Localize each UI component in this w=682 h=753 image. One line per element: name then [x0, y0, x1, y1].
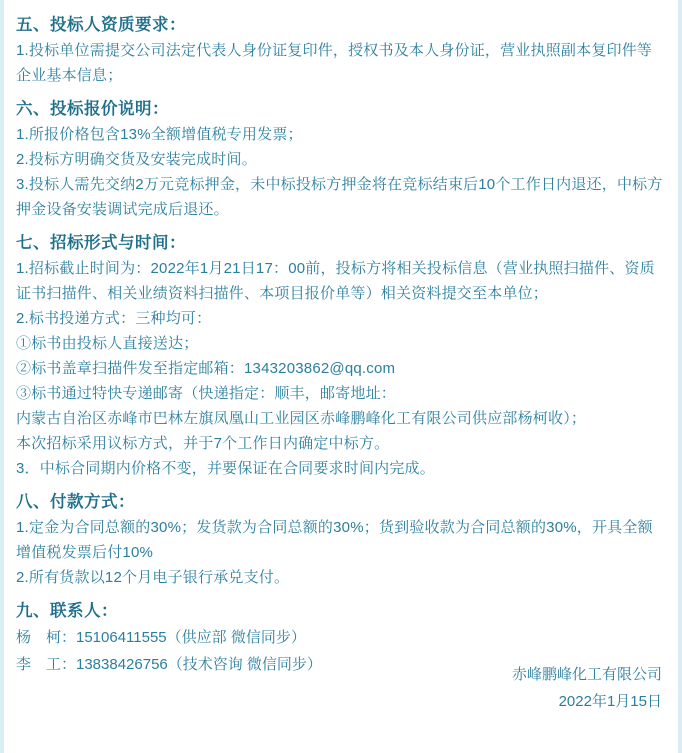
- signature-company: 赤峰鹏峰化工有限公司: [511, 666, 662, 683]
- paragraph: 1.定金为合同总额的30%；发货款为合同总额的30%；货到验收款为合同总额的30%，开具全额增值税发票后付10%: [16, 519, 653, 561]
- signature-block: [512, 661, 662, 715]
- section-heading: 五、投标人资质要求：: [16, 16, 186, 34]
- page-right-border: [678, 0, 682, 753]
- section-bidding-form-and-time: [16, 229, 666, 481]
- paragraph: 3．中标合同期内价格不变，并要保证在合同要求时间内完成。: [16, 460, 435, 477]
- contact-person-yang: 杨 柯：15106411555（供应部 微信同步）: [16, 629, 306, 646]
- paragraph: 本次招标采用议标方式，并于7个工作日内确定中标方。: [16, 435, 390, 452]
- paragraph: 1.投标单位需提交公司法定代表人身份证复印件，授权书及本人身份证，营业执照副本复印件等企业基本信息；: [16, 42, 653, 84]
- paragraph: ①标书由投标人直接送达；: [16, 335, 199, 352]
- paragraph: ③标书通过特快专递邮寄（快递指定：顺丰，邮寄地址：: [16, 385, 397, 402]
- paragraph-address: 内蒙古自治区赤峰市巴林左旗凤凰山工业园区赤峰鹏峰化工有限公司供应部杨柯收）；: [16, 410, 587, 427]
- section-heading: 八、付款方式：: [16, 493, 135, 511]
- section-bid-price-notes: [16, 95, 666, 222]
- signature-date: 2022年1月15日: [558, 693, 662, 710]
- section-qualification-requirements: [16, 11, 666, 88]
- section-heading: 六、投标报价说明：: [16, 100, 169, 118]
- paragraph: 3.投标人需先交纳2万元竞标押金，未中标投标方押金将在竞标结束后10个工作日内退还，中标方押金设备安装调试完成后退还。: [16, 176, 663, 218]
- section-heading: 七、招标形式与时间：: [16, 234, 186, 252]
- contact-person-li: 李 工：13838426756（技术咨询 微信同步）: [16, 656, 322, 673]
- page-left-border: [0, 0, 4, 753]
- paragraph-email: ②标书盖章扫描件发至指定邮箱：1343203862@qq.com: [16, 360, 396, 377]
- section-heading: 九、联系人：: [16, 602, 118, 620]
- paragraph: 1.招标截止时间为：2022年1月21日17：00前，投标方将相关投标信息（营业执照扫描件、资质证书扫描件、相关业绩资料扫描件、本项目报价单等）相关资料提交至本单位；: [16, 260, 655, 302]
- paragraph: 1.所报价格包含13%全额增值税专用发票；: [16, 126, 303, 143]
- paragraph: 2.投标方明确交货及安装完成时间。: [16, 151, 257, 168]
- paragraph: 2.标书投递方式：三种均可：: [16, 310, 212, 327]
- section-payment-method: [16, 488, 666, 590]
- paragraph: 2.所有货款以12个月电子银行承兑支付。: [16, 569, 290, 586]
